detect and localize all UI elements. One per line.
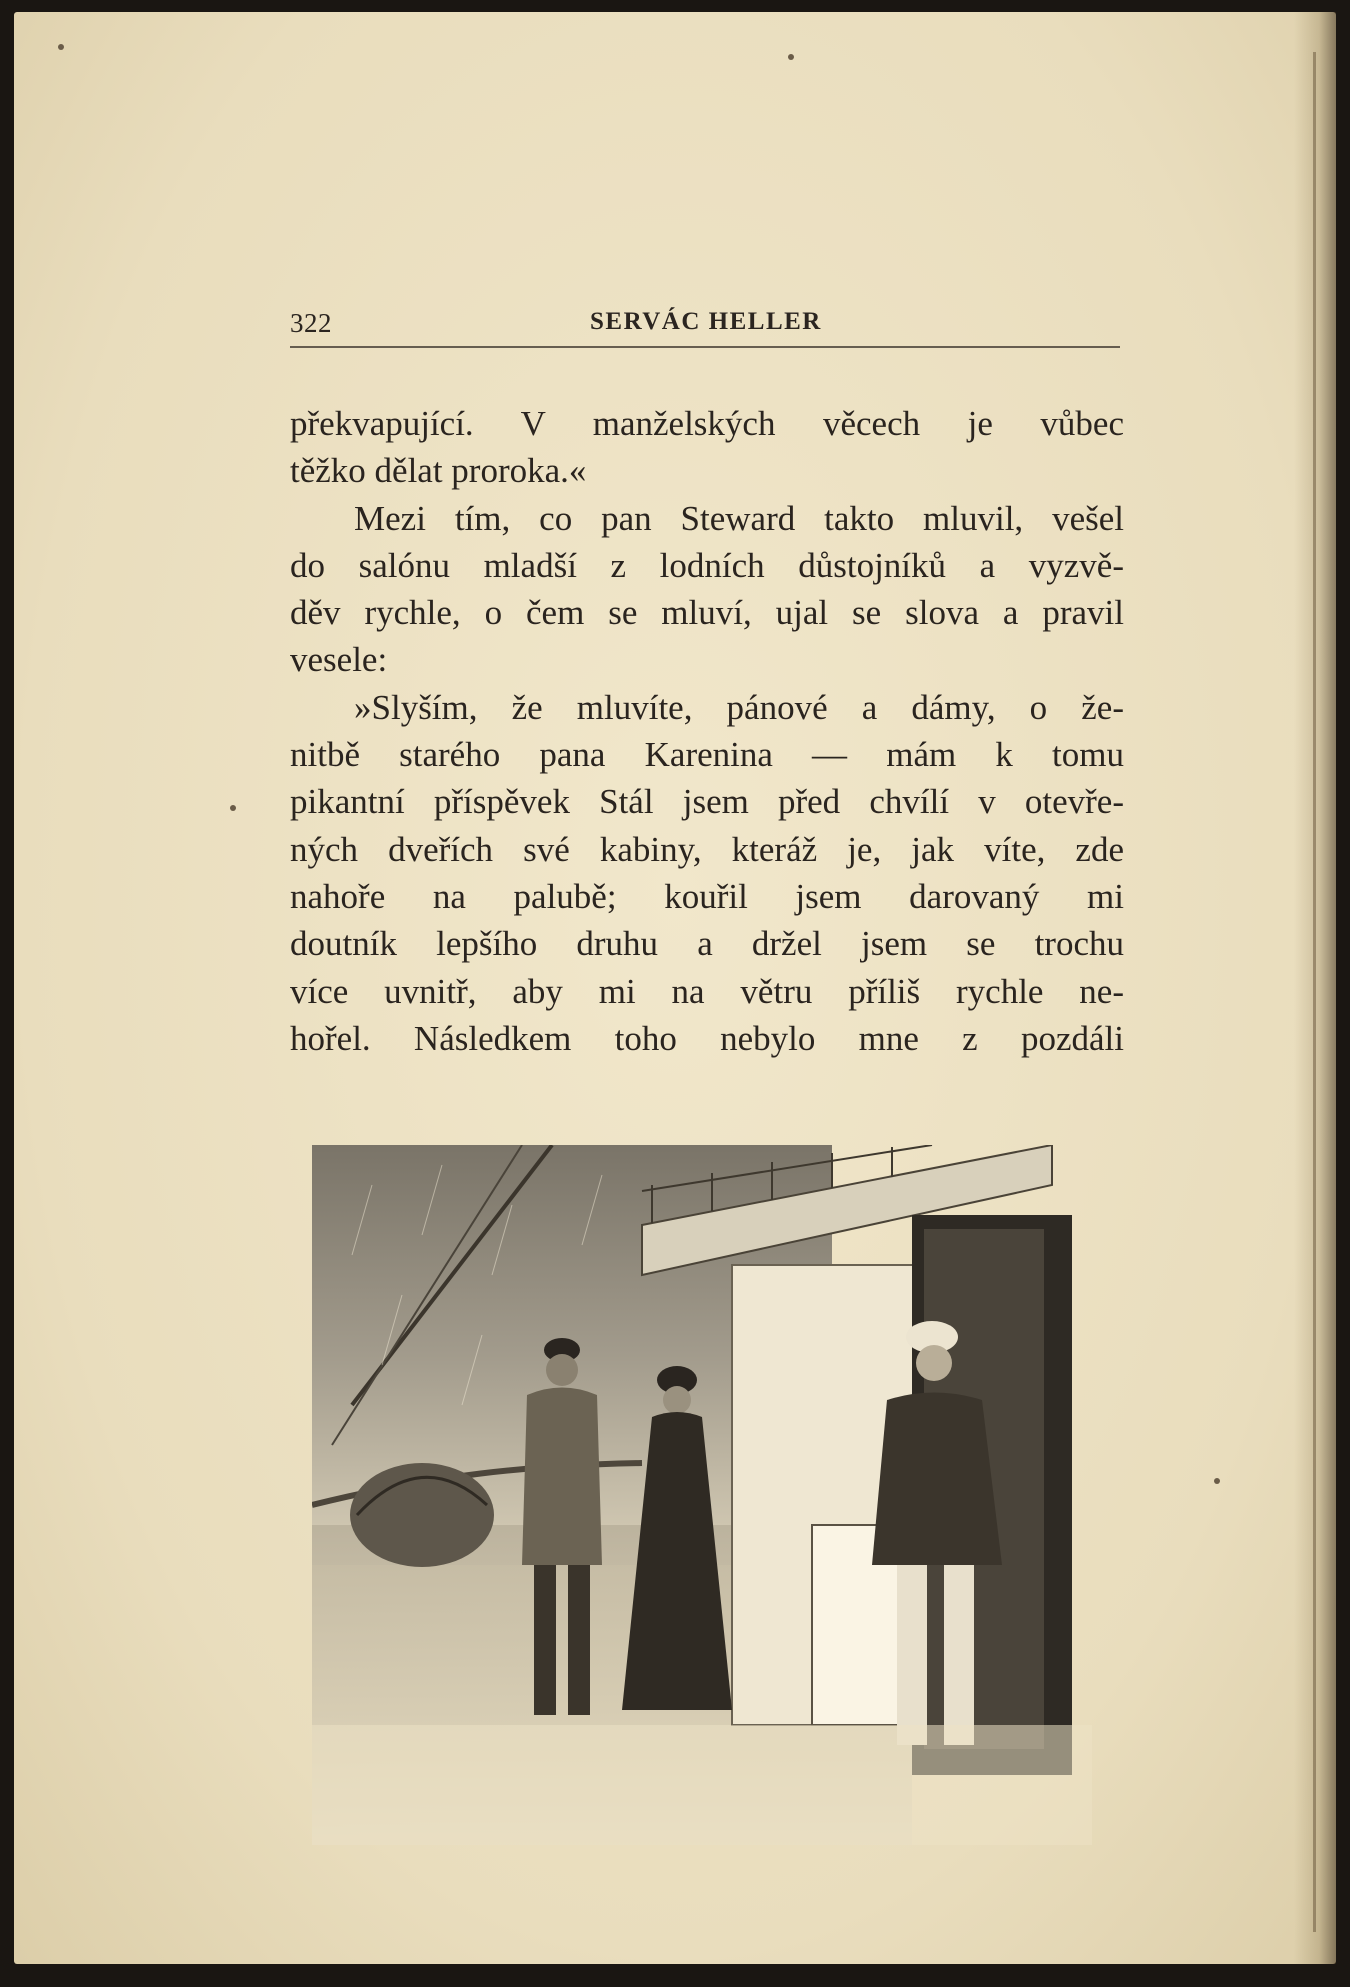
- text-line: děv rychle, o čem se mluví, ujal se slova a pravil: [290, 593, 1124, 633]
- text-line: nahoře na palubě; kouřil jsem darovaný mi: [290, 876, 1124, 916]
- paper-speck: [788, 54, 794, 60]
- text-line: doutník lepšího druhu a držel jsem se trochu: [290, 924, 1124, 964]
- text-line: do salónu mladší z lodních důstojníků a vyzvě-: [290, 545, 1124, 585]
- paper-speck: [58, 44, 64, 50]
- gutter-edge-line: [1313, 52, 1316, 1932]
- text-line: vesele:: [290, 640, 388, 680]
- text-line: »Slyším, že mluvíte, pánové a dámy, o že-: [354, 687, 1124, 727]
- text-line: těžko dělat proroka.«: [290, 451, 587, 491]
- text-line: hořel. Následkem toho nebylo mne z pozdáli: [290, 1018, 1124, 1058]
- text-line: pikantní příspěvek Stál jsem před chvílí v otevře-: [290, 782, 1124, 822]
- text-line: ných dveřích své kabiny, kteráž je, jak víte, zde: [290, 829, 1124, 869]
- body-text: [290, 400, 1124, 1062]
- page-number: 322: [290, 308, 332, 338]
- text-line: více uvnitř, aby mi na větru příliš rychle ne-: [290, 971, 1124, 1011]
- header-rule: [290, 346, 1120, 348]
- text-line: překvapující. V manželských věcech je vůbec: [290, 404, 1124, 443]
- illustration-fade: [312, 1725, 1092, 1845]
- paper-speck: [1214, 1478, 1220, 1484]
- illustration-drawing: [312, 1145, 1092, 1845]
- running-head: [290, 300, 1120, 350]
- text-line: Mezi tím, co pan Steward takto mluvil, vešel: [354, 498, 1124, 538]
- paper-speck: [230, 805, 236, 811]
- ship-deck-illustration: [312, 1145, 1092, 1845]
- running-title: SERVÁC HELLER: [590, 308, 822, 335]
- text-line: nitbě starého pana Karenina — mám k tomu: [290, 735, 1124, 775]
